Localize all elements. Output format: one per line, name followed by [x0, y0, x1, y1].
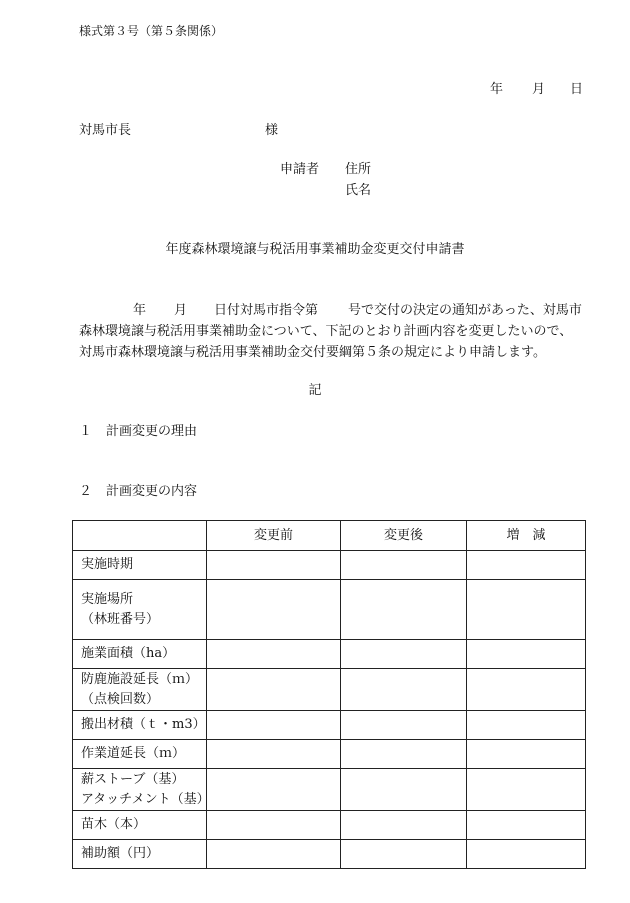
row-label	[73, 840, 207, 869]
table-row	[73, 711, 586, 740]
cell-before	[207, 769, 341, 811]
date-day-label: 日	[570, 82, 584, 97]
cell-after	[341, 840, 467, 869]
section-2-title: 計画変更の内容	[106, 484, 198, 499]
table-row	[73, 740, 586, 769]
body-tail: 号で交付の決定の通知があった、対馬市	[348, 303, 582, 318]
cell-after	[341, 669, 467, 711]
row-label-text: 実施場所	[81, 591, 134, 607]
table-row	[73, 769, 586, 811]
row-label	[73, 769, 210, 811]
cell-diff	[467, 640, 586, 669]
row-label-sub: アタッチメント（基）	[81, 791, 210, 807]
cell-diff	[467, 840, 586, 869]
cell-before	[207, 711, 341, 740]
cell-before	[207, 640, 341, 669]
row-label-sub: （点検回数）	[81, 691, 160, 707]
body-year: 年	[133, 303, 147, 318]
change-table	[72, 520, 586, 869]
cell-after	[341, 740, 467, 769]
header-diff: 増 減	[467, 521, 586, 551]
date-year-label: 年	[490, 82, 504, 97]
row-label	[73, 551, 207, 580]
row-label	[73, 669, 207, 711]
date-month-label: 月	[532, 82, 546, 97]
applicant-label: 申請者	[280, 162, 320, 177]
cell-before	[207, 740, 341, 769]
cell-before	[207, 811, 341, 840]
ki-heading: 記	[308, 383, 322, 398]
cell-diff	[467, 711, 586, 740]
row-label-text: 苗木（本）	[81, 817, 147, 832]
cell-diff	[467, 580, 586, 640]
cell-after	[341, 580, 467, 640]
cell-diff	[467, 769, 586, 811]
table-row	[73, 640, 586, 669]
body-mid: 日付対馬市指令第	[214, 303, 319, 318]
section-1-number: １	[79, 424, 93, 439]
row-label	[73, 740, 207, 769]
cell-after	[341, 551, 467, 580]
row-label-text: 搬出材積（ｔ・m3）	[81, 717, 206, 732]
table-row	[73, 840, 586, 869]
form-number: 様式第３号（第５条関係）	[79, 24, 224, 38]
cell-before	[207, 551, 341, 580]
cell-diff	[467, 740, 586, 769]
table-row	[73, 669, 586, 711]
table-header-row	[73, 521, 586, 551]
row-label-sub: （林班番号）	[81, 611, 160, 627]
cell-after	[341, 640, 467, 669]
row-label-text: 作業道延長（ｍ）	[81, 746, 186, 761]
row-label	[73, 640, 207, 669]
name-label: 氏名	[345, 183, 372, 198]
row-label-text: 実施時期	[81, 557, 134, 572]
address-label: 住所	[345, 162, 372, 177]
row-label-text: 防鹿施設延長（ｍ）	[81, 671, 199, 687]
addressee-honorific: 様	[265, 123, 279, 138]
cell-before	[207, 840, 341, 869]
table-row	[73, 551, 586, 580]
row-label-text: 薪ストーブ（基）	[81, 771, 185, 787]
table-row	[73, 811, 586, 840]
cell-diff	[467, 551, 586, 580]
header-before: 変更前	[207, 521, 341, 551]
section-1-title: 計画変更の理由	[106, 424, 198, 439]
body-line-2: 森林環境譲与税活用事業補助金について、下記のとおり計画内容を変更したいので、	[79, 324, 573, 339]
document-title: 年度森林環境譲与税活用事業補助金変更交付申請書	[165, 242, 465, 257]
row-label	[73, 711, 207, 740]
cell-before	[207, 580, 341, 640]
body-month: 月	[174, 303, 188, 318]
row-label	[73, 580, 207, 640]
cell-after	[341, 769, 467, 811]
cell-diff	[467, 669, 586, 711]
header-item	[73, 521, 207, 551]
cell-diff	[467, 811, 586, 840]
cell-after	[341, 711, 467, 740]
body-line-3: 対馬市森林環境譲与税活用事業補助金交付要綱第５条の規定により申請します。	[79, 345, 546, 360]
row-label-text: 施業面積（ha）	[81, 646, 176, 661]
cell-after	[341, 811, 467, 840]
table-row	[73, 580, 586, 640]
row-label	[73, 811, 207, 840]
header-after: 変更後	[341, 521, 467, 551]
section-2-number: ２	[79, 484, 93, 499]
cell-before	[207, 669, 341, 711]
addressee-name: 対馬市長	[79, 123, 132, 138]
row-label-text: 補助額（円）	[81, 846, 160, 861]
